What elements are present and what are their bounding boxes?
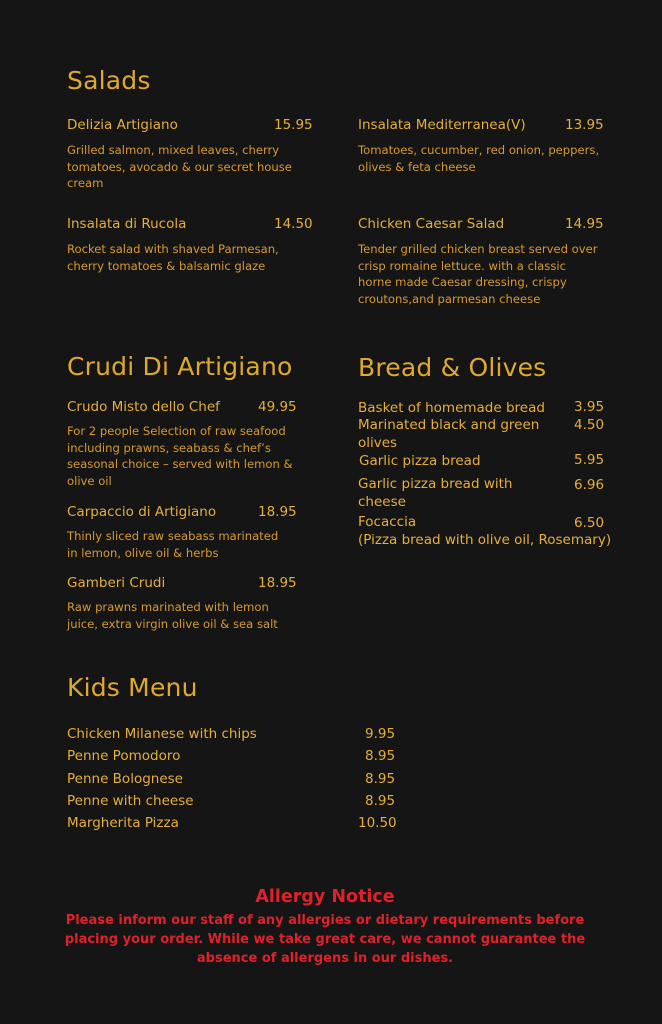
salads-heading: Salads [67, 66, 151, 95]
crudi-heading: Crudi Di Artigiano [67, 352, 293, 381]
bread-item-price: 6.96 [574, 477, 605, 493]
bread-heading: Bread & Olives [358, 353, 547, 382]
item-name: Chicken Caesar Salad [358, 216, 505, 232]
kids-item-price: 8.95 [365, 748, 396, 764]
kids-item-name: Penne with cheese [67, 793, 194, 809]
kids-item-name: Penne Bolognese [67, 771, 183, 787]
kids-item-name: Penne Pomodoro [67, 748, 181, 764]
allergy-notice [0, 911, 650, 968]
menu-item [67, 117, 312, 192]
bread-item-price: 5.95 [574, 452, 605, 468]
kids-item-price: 8.95 [365, 771, 396, 787]
item-name: Carpaccio di Artigiano [67, 504, 217, 520]
bread-item-name: Focaccia [358, 514, 417, 530]
item-description: Raw prawns marinated with lemon juice, extra virgin olive oil & sea salt [67, 600, 278, 631]
allergy-line: placing your order. While we take great care, we cannot guarantee the [64, 932, 586, 947]
menu-item [67, 504, 307, 561]
allergy-line: Please inform our staff of any allergies or dietary requirements before [65, 913, 585, 928]
item-price: 13.95 [565, 117, 604, 133]
menu-item [358, 216, 608, 307]
item-name: Gamberi Crudi [67, 575, 166, 591]
bread-item-name: Garlic pizza bread with cheese [358, 476, 513, 510]
item-description: For 2 people Selection of raw seafood including prawns, seabass & chef’s seasonal choice – served with lemon & olive oil [67, 424, 293, 488]
kids-item-name: Chicken Milanese with chips [67, 726, 257, 742]
kids-item-name: Margherita Pizza [67, 815, 179, 831]
allergy-title: Allergy Notice [255, 887, 395, 907]
item-name: Insalata Mediterranea(V) [358, 117, 526, 133]
bread-item-name: Garlic pizza bread [359, 453, 481, 469]
bread-item-price: 4.50 [574, 417, 605, 433]
item-price: 49.95 [258, 399, 297, 415]
item-price: 15.95 [274, 117, 313, 133]
item-description: Tender grilled chicken breast served over crisp romaine lettuce. with a classic horne made Caesar dressing, crispy croutons,and parmesan cheese [358, 242, 598, 306]
item-price: 14.95 [565, 216, 604, 232]
allergy-line: absence of allergens in our dishes. [196, 951, 454, 966]
item-description: Tomatoes, cucumber, red onion, peppers, olives & feta cheese [358, 143, 600, 174]
menu-item [67, 399, 307, 489]
item-price: 14.50 [274, 216, 313, 232]
item-price: 18.95 [258, 504, 297, 520]
item-name: Crudo Misto dello Chef [67, 399, 220, 415]
bread-item-price: 3.95 [574, 399, 605, 415]
item-description: Rocket salad with shaved Parmesan, cherry tomatoes & balsamic glaze [67, 242, 279, 273]
bread-item-price: 6.50 [574, 515, 605, 531]
menu-item [67, 216, 312, 274]
item-name: Delizia Artigiano [67, 117, 178, 133]
item-price: 18.95 [258, 575, 297, 591]
kids-item-price: 10.50 [358, 815, 397, 831]
bread-item-name: Basket of homemade bread [358, 400, 545, 416]
menu-item [358, 117, 608, 175]
menu-item [67, 575, 307, 632]
item-description: Grilled salmon, mixed leaves, cherry tomatoes, avocado & our secret house cream [67, 143, 292, 190]
bread-note: (Pizza bread with olive oil, Rosemary) [358, 532, 612, 548]
item-name: Insalata di Rucola [67, 216, 187, 232]
kids-heading: Kids Menu [67, 673, 198, 702]
item-description: Thinly sliced raw seabass marinated in lemon, olive oil & herbs [67, 529, 279, 560]
kids-item-price: 9.95 [365, 726, 396, 742]
bread-item-name: Marinated black and green olives [358, 417, 540, 451]
kids-item-price: 8.95 [365, 793, 396, 809]
